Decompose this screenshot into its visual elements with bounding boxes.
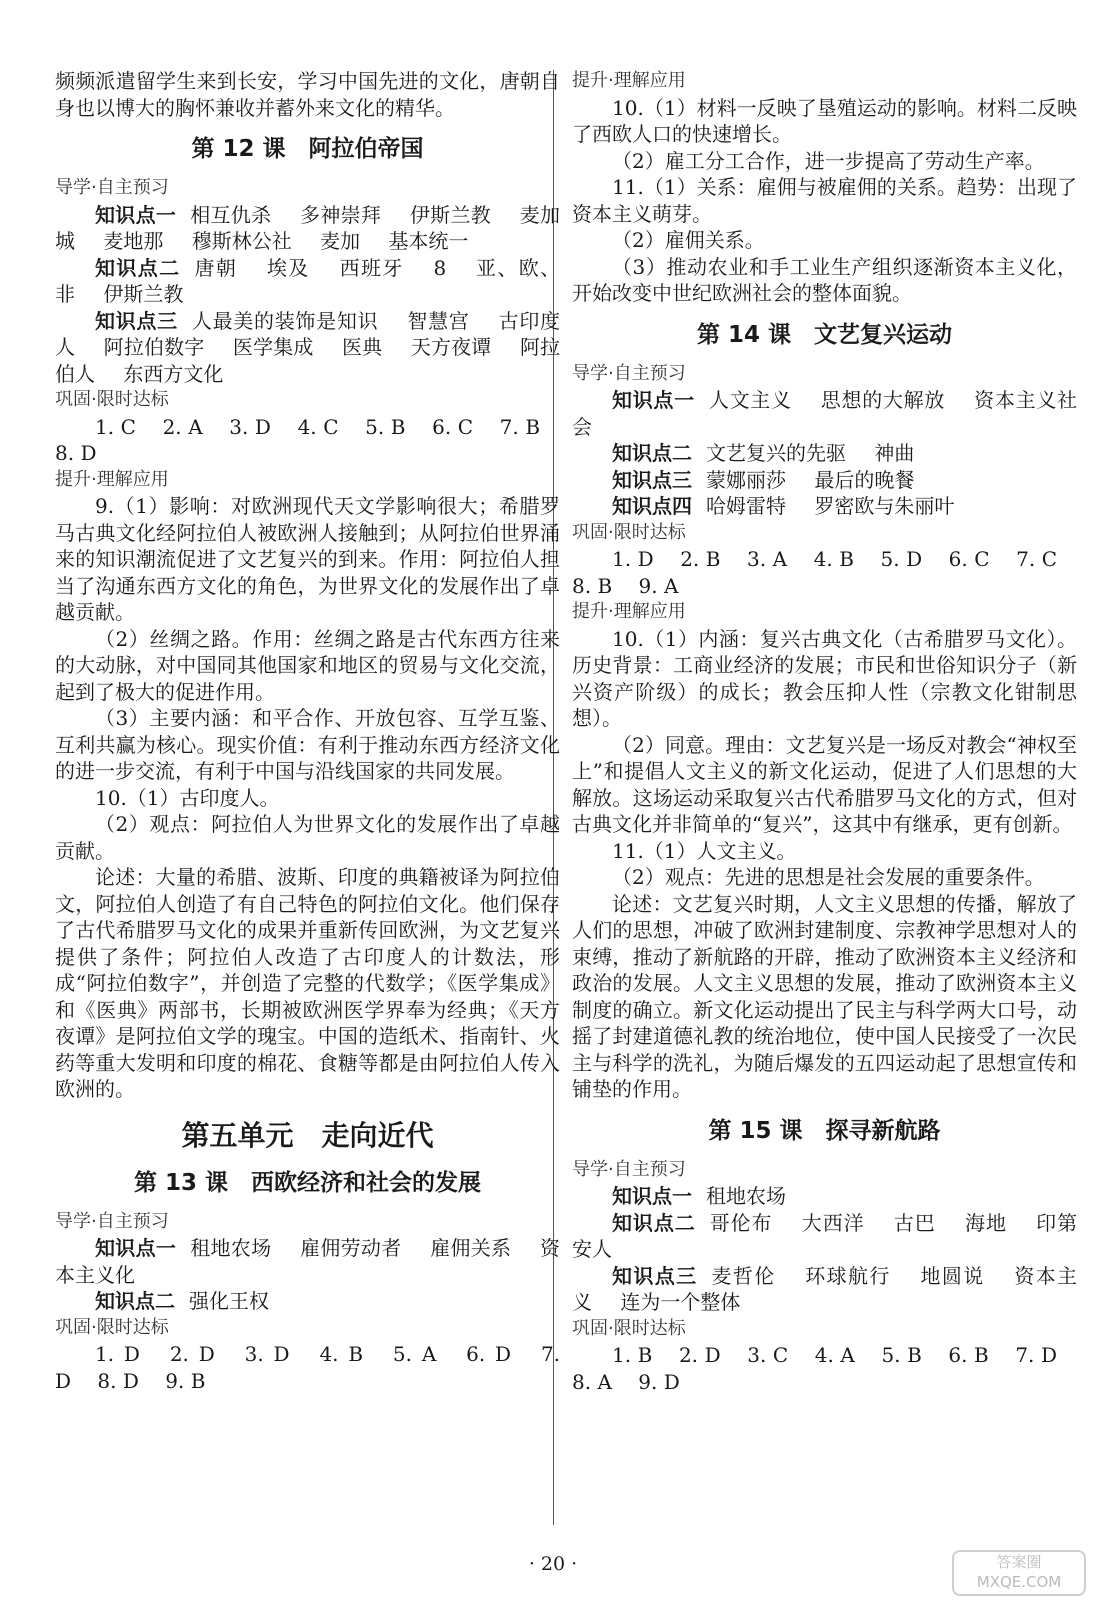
- lesson-15-title: 第 15 课 探寻新航路: [708, 1117, 941, 1144]
- answer-list: [55, 414, 560, 467]
- section-label: 导学·自主预习: [55, 177, 169, 198]
- choice-answer: 6. D: [466, 1342, 512, 1366]
- choice-answer: 5. B: [881, 1343, 922, 1367]
- knowledge-term: 租地农场: [706, 1184, 786, 1208]
- choice-answer: 4. A: [814, 1343, 855, 1367]
- answer-text: （2）观点：先进的思想是社会发展的重要条件。: [612, 865, 1045, 889]
- choice-answer: 4. C: [297, 414, 339, 439]
- page-number-value: 20: [540, 1553, 566, 1575]
- section-label: 巩固·限时达标: [55, 1316, 169, 1338]
- section-label: 巩固·限时达标: [572, 1317, 686, 1339]
- knowledge-term: 资本主义: [572, 1263, 1078, 1314]
- knowledge-point-label: 知识点四: [612, 494, 692, 518]
- knowledge-point: [572, 1183, 1077, 1210]
- knowledge-term: 亚、欧、非: [55, 255, 561, 306]
- choice-answer: 2. D: [169, 1342, 215, 1366]
- knowledge-point: [55, 1235, 560, 1288]
- choice-answer: 7. C: [1016, 547, 1058, 571]
- knowledge-term: 资本主义化: [55, 1236, 561, 1287]
- knowledge-term: 罗密欧与朱丽叶: [814, 494, 955, 518]
- lesson-13-title: 第 13 课 西欧经济和社会的发展: [133, 1169, 482, 1196]
- choice-answer: 9. B: [165, 1368, 206, 1393]
- knowledge-point: [55, 1288, 560, 1315]
- knowledge-term: 雇佣劳动者: [300, 1236, 402, 1260]
- knowledge-term: 古巴: [893, 1210, 936, 1235]
- section-label: 导学·自主预习: [572, 1158, 686, 1180]
- choice-answer: 1. C: [95, 414, 136, 439]
- knowledge-term: 大西洋: [801, 1210, 865, 1235]
- section-label: 巩固·限时达标: [572, 521, 686, 543]
- knowledge-term: 相互仇杀: [190, 202, 272, 227]
- answer-text: 10.（1）古印度人。: [95, 785, 280, 810]
- knowledge-term: 阿拉伯数字: [103, 335, 205, 359]
- choice-answer: 8. D: [55, 441, 97, 465]
- knowledge-term: 人最美的装饰是知识: [191, 308, 379, 333]
- knowledge-point-label: 知识点二: [95, 255, 181, 280]
- knowledge-term: 地圆说: [920, 1263, 985, 1288]
- knowledge-term: 穆斯林公社: [191, 229, 292, 253]
- choice-answer: 1. D: [95, 1342, 140, 1366]
- answer-text: （2）雇佣关系。: [612, 228, 765, 252]
- knowledge-term: 埃及: [267, 255, 310, 280]
- choice-answer: 4. B: [319, 1342, 364, 1366]
- knowledge-term: 医学集成: [232, 335, 314, 359]
- section-label: 巩固·限时达标: [55, 389, 169, 410]
- section-label: 提升·理解应用: [572, 70, 686, 91]
- knowledge-term: 雇佣关系: [430, 1236, 512, 1260]
- unit-5-title: 第五单元 走向近代: [181, 1118, 434, 1152]
- knowledge-term: 8: [433, 255, 447, 280]
- watermark-line-1: 答案圈: [996, 1553, 1042, 1571]
- section-label: 提升·理解应用: [572, 601, 686, 622]
- knowledge-term: 麦加城: [55, 202, 561, 253]
- choice-answer: 6. C: [948, 547, 990, 571]
- knowledge-point-label: 知识点二: [612, 1210, 696, 1235]
- knowledge-term: 阿拉伯人: [55, 335, 561, 386]
- choice-answer: 6. C: [432, 414, 474, 439]
- knowledge-point: [572, 1263, 1077, 1316]
- knowledge-point-label: 知识点二: [95, 1289, 175, 1313]
- knowledge-point: [572, 493, 1077, 520]
- knowledge-term: 伊斯兰教: [409, 202, 492, 227]
- knowledge-term: 古印度人: [55, 308, 561, 359]
- left-column: [55, 68, 560, 1394]
- choice-answer: 5. D: [880, 547, 923, 571]
- knowledge-point-label: 知识点二: [612, 441, 692, 465]
- knowledge-point: [55, 308, 560, 388]
- choice-answer: 7. D: [1015, 1343, 1058, 1367]
- knowledge-term: 连为一个整体: [620, 1290, 741, 1314]
- knowledge-point-label: 知识点三: [95, 308, 178, 333]
- knowledge-point: [55, 255, 560, 308]
- knowledge-point-label: 知识点三: [612, 467, 692, 492]
- knowledge-point: [572, 387, 1077, 440]
- knowledge-term: 海地: [965, 1210, 1007, 1235]
- answer-text: （2）观点：阿拉伯人为世界文化的发展作出了卓越贡献。: [55, 812, 560, 863]
- knowledge-term: 唐朝: [194, 255, 238, 280]
- knowledge-term: 西班牙: [339, 255, 404, 280]
- knowledge-term: 智慧宫: [407, 308, 470, 333]
- knowledge-term: 强化王权: [189, 1289, 269, 1313]
- knowledge-point: [572, 440, 1077, 467]
- answer-text: （2）雇工分工合作，进一步提高了劳动生产率。: [612, 148, 1045, 173]
- knowledge-term: 天方夜谭: [410, 335, 492, 359]
- knowledge-term: 思想的大解放: [820, 388, 946, 412]
- knowledge-term: 基本统一: [388, 229, 469, 253]
- knowledge-term: 多神崇拜: [300, 202, 382, 227]
- choice-answer: 2. D: [678, 1343, 721, 1367]
- knowledge-term: 麦哲伦: [711, 1263, 776, 1288]
- answer-text: （2）同意。理由：文艺复兴是一场反对教会“神权至上”和提倡人文主义的新文化运动，促进了人们思想的大解放。这场运动采取复兴古代希腊罗马文化的方式，但对古典文化并非简单的“复兴”，这其中有继承，更有创新。: [572, 732, 1077, 836]
- choice-answer: 8. B: [572, 573, 613, 598]
- knowledge-term: 最后的晚餐: [814, 467, 915, 492]
- section-label: 导学·自主预习: [572, 362, 686, 384]
- knowledge-term: 伊斯兰教: [103, 282, 184, 306]
- lesson-14-title: 第 14 课 文艺复兴运动: [696, 321, 953, 348]
- section-label: 提升·理解应用: [55, 468, 169, 490]
- knowledge-point-label: 知识点一: [95, 1236, 177, 1260]
- watermark-line-2: MXQE.COM: [976, 1573, 1062, 1591]
- answer-text: （3）主要内涵：和平合作、开放包容、互学互鉴、互利共赢为核心。现实价值：有利于推动东西方经济文化的进一步交流，有利于中国与沿线国家的共同发展。: [55, 706, 560, 783]
- knowledge-term: 蒙娜丽莎: [706, 467, 786, 492]
- knowledge-term: 人文主义: [708, 388, 792, 412]
- knowledge-term: 麦加: [320, 229, 361, 253]
- choice-answer: 5. A: [392, 1342, 437, 1366]
- answer-list: [55, 1341, 560, 1394]
- knowledge-term: 租地农场: [190, 1236, 272, 1260]
- answer-text: （3）推动农业和手工业生产组织逐渐资本主义化，开始改变中世纪欧洲社会的整体面貌。: [572, 254, 1077, 305]
- choice-answer: 2. B: [680, 547, 721, 571]
- answer-text: 11.（1）关系：雇佣与被雇佣的关系。趋势：出现了资本主义萌芽。: [572, 175, 1077, 226]
- choice-answer: 7. D: [55, 1342, 561, 1393]
- choice-answer: 6. B: [948, 1343, 989, 1367]
- choice-answer: 5. B: [365, 414, 406, 439]
- choice-answer: 7. B: [499, 414, 541, 439]
- knowledge-term: 环球航行: [805, 1263, 891, 1288]
- knowledge-term: 哥伦布: [709, 1210, 773, 1235]
- choice-answer: 9. A: [638, 573, 679, 598]
- answer-text: 论述：大量的希腊、波斯、印度的典籍被译为阿拉伯文，阿拉伯人创造了有自己特色的阿拉伯文化。他们保存了古代希腊罗马文化的成果并重新传回欧洲，为文艺复兴提供了条件；阿拉伯人改造了古印度人的计数法，形成“阿拉伯数字”，并创造了完整的代数学；《医学集成》和《医典》两部书，长期被欧洲医学界奉为经典；《天方夜谭》是阿拉伯文学的瑰宝。中国的造纸术、指南针、火药等重大发明和印度的棉花、食糖等都是由阿拉伯人传入欧洲的。: [55, 865, 560, 1101]
- choice-answer: 3. D: [229, 414, 271, 439]
- choice-answer: 2. A: [162, 414, 203, 439]
- knowledge-point-label: 知识点一: [612, 388, 695, 412]
- answer-text: 9.（1）影响：对欧洲现代天文学影响很大；希腊罗马古典文化经阿拉伯人被欧洲人接触到；从阿拉伯世界涌来的知识潮流促进了文艺复兴的到来。作用：阿拉伯人担当了沟通东西方文化的角色，为世界文化的发展作出了卓越贡献。: [55, 494, 560, 624]
- choice-answer: 3. C: [747, 1343, 789, 1367]
- choice-answer: 4. B: [813, 547, 854, 571]
- answer-text: 11.（1）人文主义。: [612, 838, 797, 863]
- section-label: 导学·自主预习: [55, 1210, 169, 1232]
- lesson-12-title: 第 12 课 阿拉伯帝国: [191, 136, 424, 162]
- answer-text: 论述：文艺复兴时期，人文主义思想的传播，解放了人们的思想，冲破了欧洲封建制度、宗教神学思想对人的束缚，推动了新航路的开辟，推动了欧洲资本主义经济和政治的发展。人文主义思想的发展，推动了欧洲资本主义制度的确立。新文化运动提出了民主与科学两大口号，动摇了封建道德礼教的统治地位，使中国人民接受了一次民主与科学的洗礼，为随后爆发的五四运动起了思想宣传和铺垫的作用。: [572, 891, 1077, 1101]
- knowledge-point: [572, 467, 1077, 494]
- knowledge-point-label: 知识点一: [612, 1184, 692, 1208]
- choice-answer: 1. D: [612, 547, 654, 571]
- right-column: [572, 68, 1077, 1395]
- knowledge-point-label: 知识点三: [612, 1263, 698, 1288]
- choice-answer: 8. D: [97, 1368, 139, 1393]
- knowledge-term: 麦地那: [103, 229, 164, 253]
- answer-list: [572, 1342, 1077, 1395]
- knowledge-term: 医典: [342, 335, 383, 359]
- knowledge-term: 东西方文化: [123, 361, 224, 386]
- answer-text: 10.（1）内涵：复兴古典文化（古希腊罗马文化）。历史背景：工商业经济的发展；市民和世俗知识分子（新兴资产阶级）的成长；教会压抑人性（宗教文化钳制思想）。: [572, 626, 1077, 730]
- answer-list: [572, 546, 1077, 599]
- page-number: · 20 ·: [528, 1553, 578, 1575]
- knowledge-point: [55, 202, 560, 255]
- choice-answer: 9. D: [638, 1369, 680, 1394]
- knowledge-point: [572, 1210, 1077, 1263]
- answer-text: （2）丝绸之路。作用：丝绸之路是古代东西方往来的大动脉，对中国同其他国家和地区的贸易与文化交流，起到了极大的促进作用。: [55, 626, 560, 704]
- choice-answer: 3. A: [747, 547, 788, 571]
- intro-text: 频频派遣留学生来到长安，学习中国先进的文化，唐朝自身也以博大的胸怀兼收并蓄外来文化的精华。: [55, 69, 560, 120]
- choice-answer: 1. B: [612, 1343, 653, 1367]
- knowledge-term: 印第安人: [572, 1210, 1078, 1261]
- knowledge-term: 哈姆雷特: [706, 494, 786, 518]
- watermark-logo: [952, 1550, 1086, 1596]
- knowledge-point-label: 知识点一: [95, 202, 177, 227]
- knowledge-term: 资本主义社会: [572, 388, 1078, 439]
- knowledge-term: 神曲: [874, 441, 915, 465]
- choice-answer: 3. D: [244, 1342, 290, 1366]
- answer-text: 10.（1）材料一反映了垦殖运动的影响。材料二反映了西欧人口的快速增长。: [572, 95, 1077, 146]
- knowledge-term: 文艺复兴的先驱: [706, 441, 846, 465]
- choice-answer: 8. A: [572, 1369, 612, 1394]
